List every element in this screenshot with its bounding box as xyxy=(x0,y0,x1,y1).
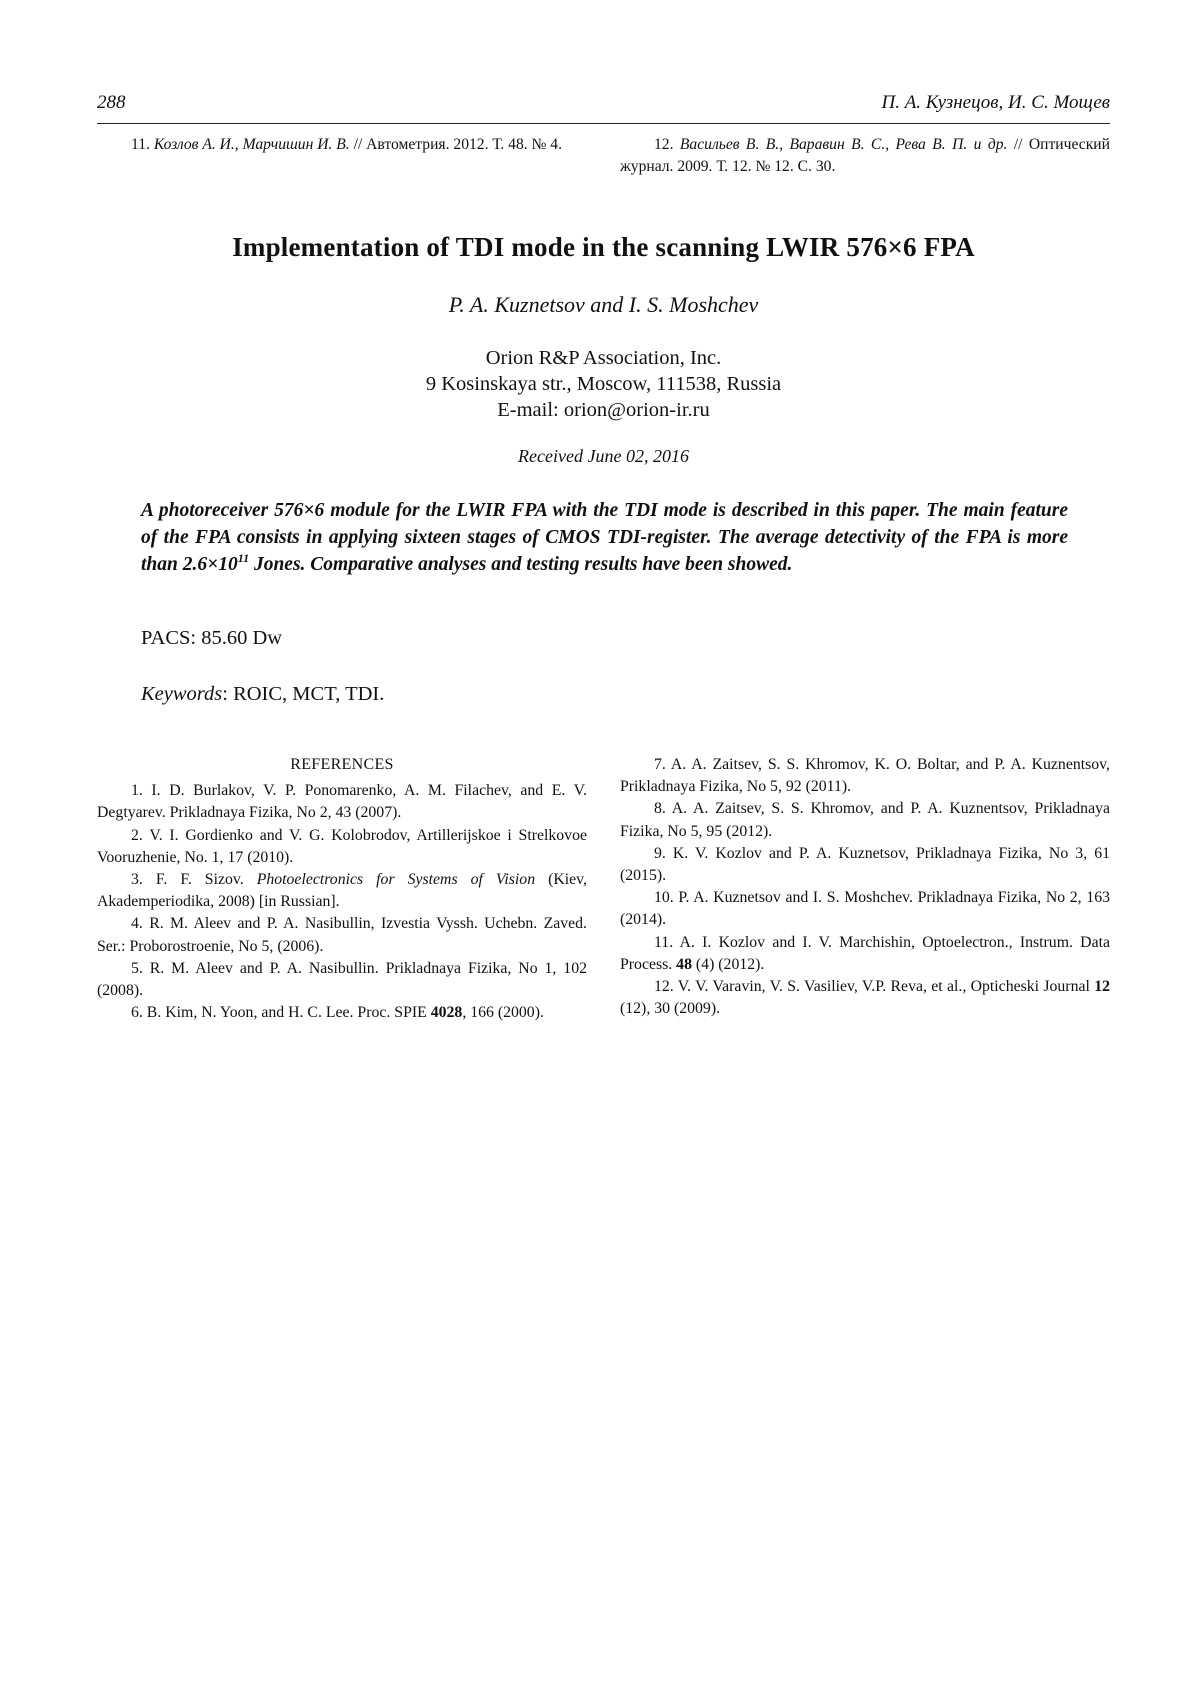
header-rule xyxy=(97,123,1110,124)
reference-item: 6. B. Kim, N. Yoon, and H. C. Lee. Proc. SPIE 4028, 166 (2000). xyxy=(131,1004,544,1022)
affiliation-email: E-mail: orion@orion-ir.ru xyxy=(497,399,710,421)
reference-item: 7. A. A. Zaitsev, S. S. Khromov, K. O. Boltar, and P. A. Kuznentsov, Prikladnaya Fizika, No 5, 92 (2011). xyxy=(620,756,1110,796)
journal-page xyxy=(97,0,1110,1698)
reference-item: 10. P. A. Kuznetsov and I. S. Moshchev. Prikladnaya Fizika, No 2, 163 (2014). xyxy=(620,889,1110,929)
received-date: Received June 02, 2016 xyxy=(518,446,689,466)
prev-ref-12: 12. Васильев В. В., Варавин В. С., Рева В. П. и др. // Оптический журнал. 2009. Т. 12. № 12. С. 30. xyxy=(620,136,1110,175)
pacs-code: PACS: 85.60 Dw xyxy=(141,627,283,649)
reference-item: 8. A. A. Zaitsev, S. S. Khromov, and P. A. Kuznentsov, Prikladnaya Fizika, No 5, 95 (2012). xyxy=(620,800,1110,840)
references-left-column xyxy=(97,754,587,1024)
reference-item: 2. V. I. Gordienko and V. G. Kolobrodov, Artillerijskoe i Strelkovoe Vooruzhenie, No. 1, 17 (2010). xyxy=(97,826,587,866)
references-heading: REFERENCES xyxy=(290,756,394,773)
abstract: A photoreceiver 576×6 module for the LWIR FPA with the TDI mode is described in this paper. The main feature of the FPA consists in applying sixteen stages of CMOS TDI-register. The average detectivity of the FPA is more than $2.6\times 10^{11}$ Jones. Comparative analyses and testing results have been showed. xyxy=(141,500,1068,575)
reference-item: 1. I. D. Burlakov, V. P. Ponomarenko, A. M. Filachev, and E. V. Degtyarev. Prikladnaya Fizika, No 2, 43 (2007). xyxy=(97,782,587,822)
reference-item: 9. K. V. Kozlov and P. A. Kuznetsov, Prikladnaya Fizika, No 3, 61 (2015). xyxy=(620,844,1110,885)
reference-item: 3. F. F. Sizov. Photoelectronics for Systems of Vision (Kiev, Akademperiodika, 2008) [in Russian]. xyxy=(97,871,588,911)
reference-item: 12. V. V. Varavin, V. S. Vasiliev, V.P. Reva, et al., Opticheski Journal 12 (12), 30 (2009). xyxy=(620,978,1110,1018)
page-number: 288 xyxy=(97,92,126,113)
references-right-column xyxy=(620,754,1110,1020)
affiliation-address: 9 Kosinskaya str., Moscow, 111538, Russia xyxy=(425,373,782,395)
keywords xyxy=(141,683,384,706)
keywords-value: : ROIC, MCT, TDI. xyxy=(222,683,385,705)
reference-item: 5. R. M. Aleev and P. A. Nasibullin. Prikladnaya Fizika, No 1, 102 (2008). xyxy=(97,959,587,1000)
keywords-label: Keywords xyxy=(141,683,223,705)
article-title: Implementation of TDI mode in the scanning LWIR 576×6 FPA xyxy=(232,232,975,262)
running-head-authors: П. А. Кузнецов, И. С. Мощев xyxy=(881,92,1110,113)
reference-item: 11. A. I. Kozlov and I. V. Marchishin, Optoelectron., Instrum. Data Process. 48 (4) (2012). xyxy=(620,933,1110,973)
running-head xyxy=(97,92,1110,120)
affiliation-org: Orion R&P Association, Inc. xyxy=(485,347,722,369)
affiliation xyxy=(97,345,1110,423)
reference-item: 4. R. M. Aleev and P. A. Nasibullin, Izvestia Vyssh. Uchebn. Zaved. Ser.: Proborostroenie, No 5, (2006). xyxy=(97,915,587,955)
article-authors: P. A. Kuznetsov and I. S. Moshchev xyxy=(448,292,759,317)
prev-ref-11: 11. Козлов А. И., Марчишин И. В. // Автометрия. 2012. Т. 48. № 4. xyxy=(131,136,563,153)
